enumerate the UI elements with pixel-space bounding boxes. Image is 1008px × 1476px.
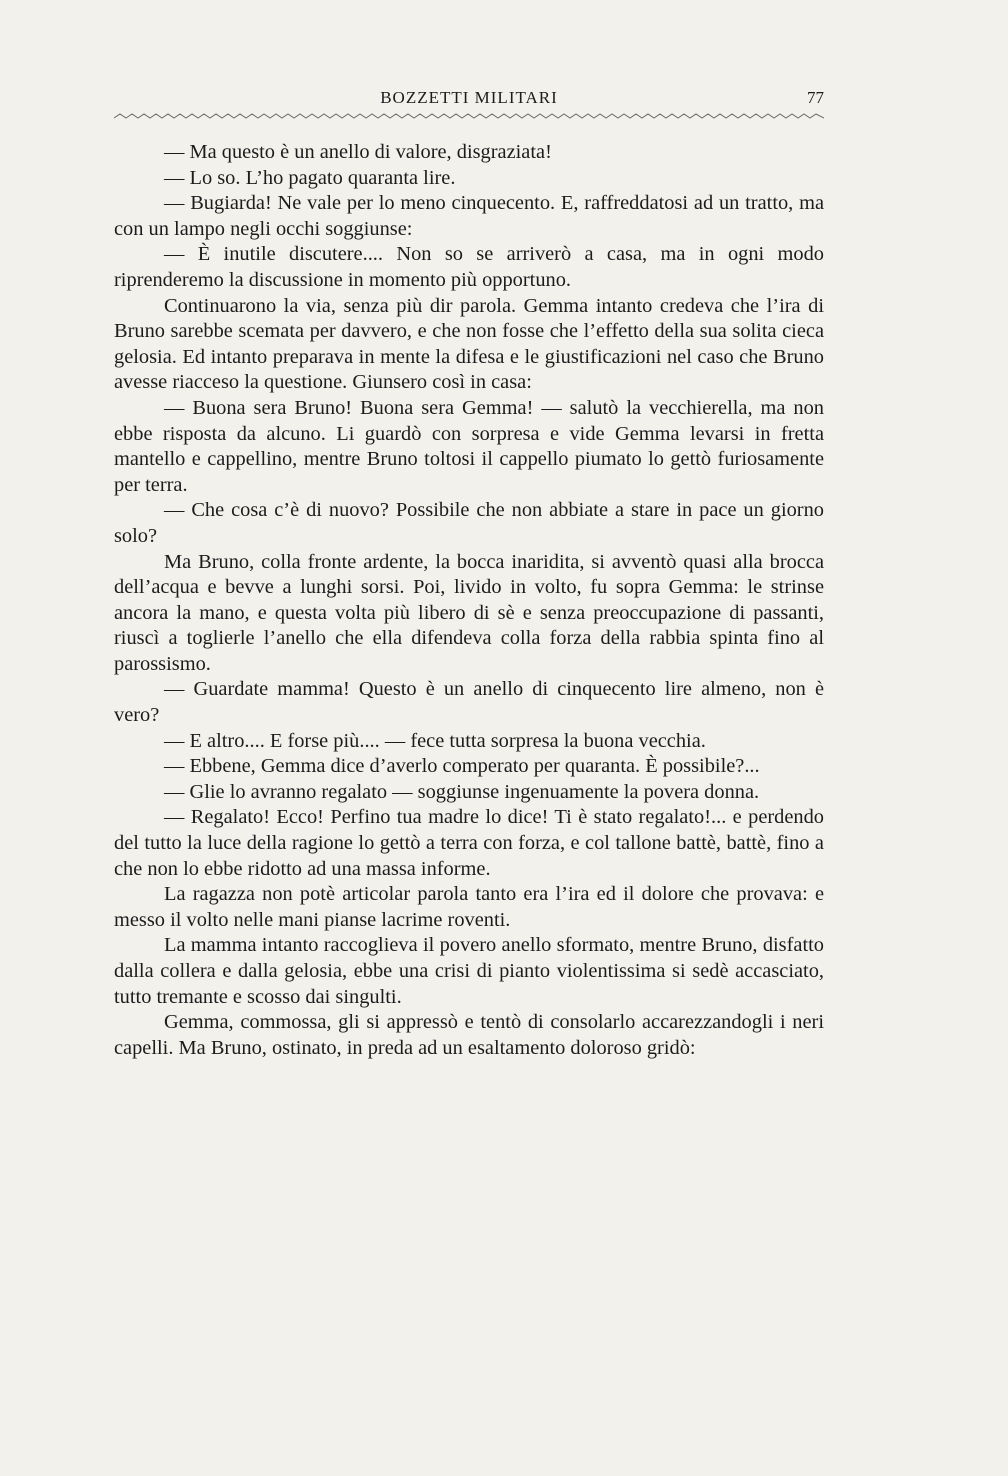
paragraph: — Ma questo è un anello di valore, disgraziata! (164, 141, 552, 163)
paragraph: — Guardate mamma! Questo è un anello di cinquecento lire almeno, non è vero? (114, 678, 824, 727)
paragraph: — Regalato! Ecco! Perfino tua madre lo dice! Ti è stato regalato!... e perdendo del tutto la luce della ragione lo gettò a terra con forza, e col tallone battè, battè, fino a che non lo ebbe ridotto ad una massa informe. (114, 806, 824, 880)
paragraph: — Lo so. L’ho pagato quaranta lire. (164, 166, 456, 189)
page-number: 77 (807, 88, 824, 107)
paragraph: — Bugiarda! Ne vale per lo meno cinquecento. E, raffreddatosi ad un tratto, ma con un lampo negli occhi soggiunse: (114, 192, 824, 240)
paragraph: Continuarono la via, senza più dir parola. Gemma intanto credeva che l’ira di Bruno sarebbe scemata per davvero, e che non fosse che l’effetto della sua solita cieca gelosia. Ed intanto preparava in mente la difesa e le giustificazioni nel caso che Bruno avesse riacceso la questione. Giunsero così in casa: (114, 294, 824, 394)
paragraph: Gemma, commossa, gli si appressò e tentò di consolarlo accarezzandogli i neri capelli. Ma Bruno, ostinato, in preda ad un esaltamento doloroso gridò: (114, 1011, 824, 1059)
paragraph: — E altro.... E forse più.... — fece tutta sorpresa la buona vecchia. (164, 729, 706, 752)
paragraph: — Ebbene, Gemma dice d’averlo comperato per quaranta. È possibile?... (164, 755, 760, 778)
paragraph: Ma Bruno, colla fronte ardente, la bocca inaridita, si avventò quasi alla brocca dell’acqua e bevve a lunghi sorsi. Poi, livido in volto, fu sopra Gemma: le strinse ancora la mano, e questa volta più libero di sè e senza preoccupazione di passanti, riuscì a toglierle l’anello che ella difendeva colla forza della rabbia spinta fino al parossismo. (114, 550, 824, 675)
paragraph: La ragazza non potè articolar parola tanto era l’ira ed il dolore che provava: e messo il volto nelle mani pianse lacrime roventi. (114, 883, 824, 931)
paragraph: — Che cosa c’è di nuovo? Possibile che non abbiate a stare in pace un giorno solo? (114, 499, 824, 547)
running-title: BOZZETTI MILITARI (380, 88, 558, 107)
page-body-text (114, 140, 824, 1061)
paragraph: — Glie lo avranno regalato — soggiunse ingenuamente la povera donna. (164, 780, 760, 803)
paragraph: — Buona sera Bruno! Buona sera Gemma! — salutò la vecchierella, ma non ebbe risposta da alcuno. Li guardò con sorpresa e vide Gemma levarsi in fretta mantello e cappellino, mentre Bruno toltosi il cappello piumato lo gettò furiosamente per terra. (114, 396, 824, 496)
ornamental-rule (114, 110, 824, 122)
paragraph: La mamma intanto raccoglieva il povero anello sformato, mentre Bruno, disfatto dalla collera e dalla gelosia, ebbe una crisi di pianto violentissima si sedè accasciato, tutto tremante e scosso dai singulti. (114, 934, 824, 1008)
paragraph: — È inutile discutere.... Non so se arriverò a casa, ma in ogni modo riprenderemo la discussione in momento più opportuno. (114, 243, 824, 291)
